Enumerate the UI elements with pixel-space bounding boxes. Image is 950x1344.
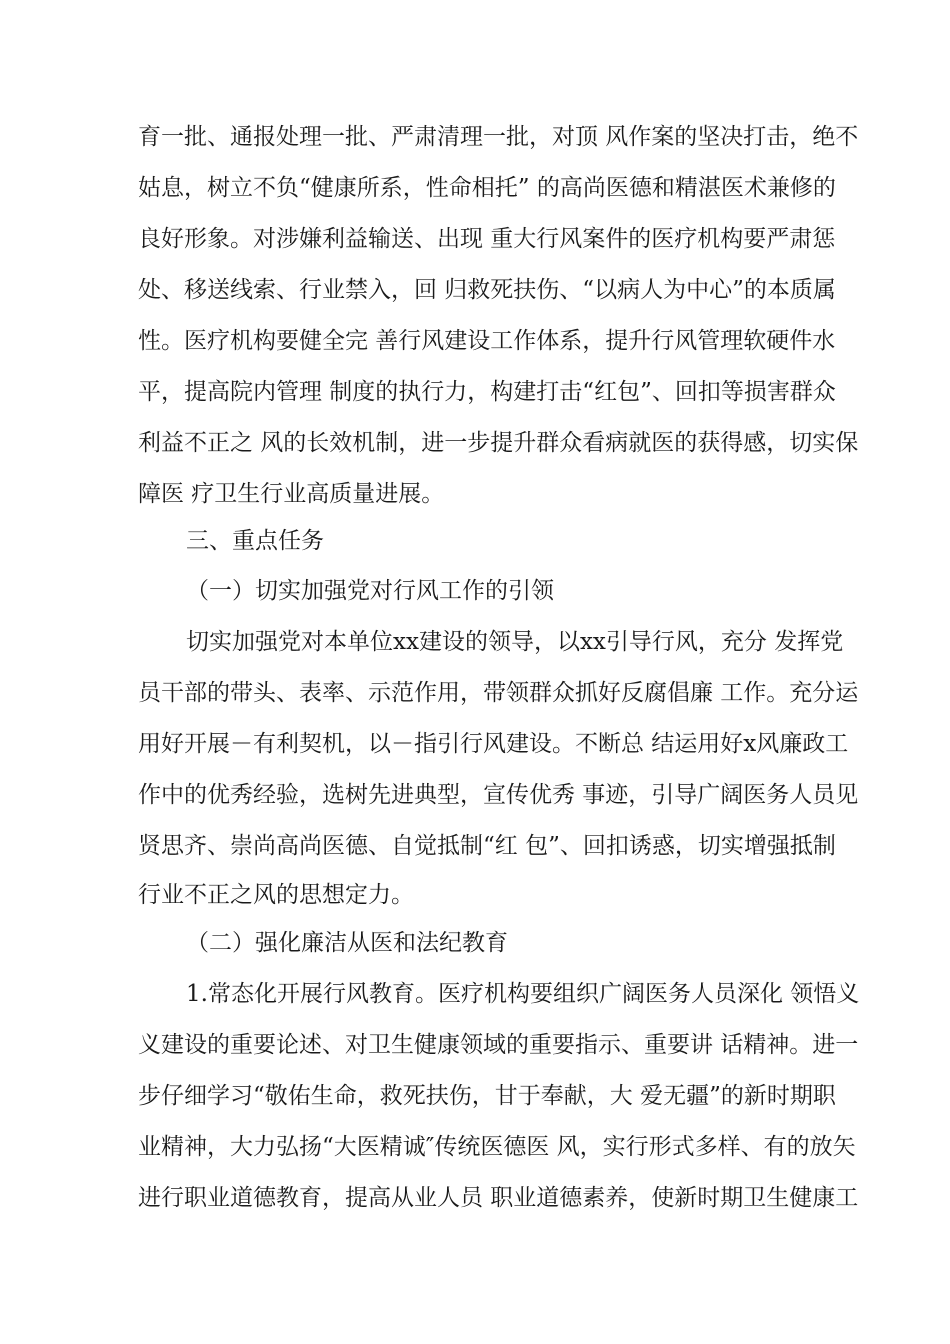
paragraph-line: 平，提高院内管理 制度的执行力，构建打击“红包”、回扣等损害群众	[138, 379, 836, 405]
paragraph-line: 障医 疗卫生行业高质量进展。	[138, 481, 445, 507]
paragraph-line: 良好形象。对涉嫌利益输送、出现 重大行风案件的医疗机构要严肃惩	[138, 226, 836, 252]
paragraph-line: 利益不正之 风的长效机制，进一步提升群众看病就医的获得感，切实保	[138, 430, 859, 456]
paragraph-line: 贤思齐、崇尚高尚医德、自觉抵制“红 包”、回扣诱惑，切实增强抵制	[138, 833, 836, 859]
paragraph-line: 作中的优秀经验，选树先进典型，宣传优秀 事迹，引导广阔医务人员见	[138, 782, 859, 808]
subsection-heading: （一）切实加强党对行风工作的引领	[186, 578, 554, 604]
section-heading: 三、重点任务	[186, 528, 324, 554]
paragraph-line: 员干部的带头、表率、示范作用，带领群众抓好反腐倡廉 工作。充分运	[138, 680, 859, 706]
paragraph-line: 义建设的重要论述、对卫生健康领域的重要指示、重要讲 话精神。进一	[138, 1032, 859, 1058]
paragraph-line: 处、移送线索、行业禁入，回 归救死扶伤、“以病人为中心”的本质属	[138, 277, 836, 303]
paragraph-line: 1.常态化开展行风教育。医疗机构要组织广阔医务人员深化 领悟义	[186, 981, 860, 1007]
paragraph-line: 用好开展－有利契机，以－指引行风建设。不断总 结运用好x风廉政工	[138, 731, 849, 757]
paragraph-line: 行业不正之风的思想定力。	[138, 882, 414, 908]
subsection-heading: （二）强化廉洁从医和法纪教育	[186, 930, 508, 956]
paragraph-line: 育一批、通报处理一批、严肃清理一批，对顶 风作案的坚决打击，绝不	[138, 124, 859, 150]
paragraph-line: 业精神，大力弘扬“大医精诚″传统医德医 风，实行形式多样、有的放矢	[138, 1134, 856, 1160]
paragraph-line: 姑息，树立不负“健康所系，性命相托” 的高尚医德和精湛医术兼修的	[138, 175, 836, 201]
paragraph-line: 性。医疗机构要健全完 善行风建设工作体系，提升行风管理软硬件水	[138, 328, 836, 354]
paragraph-line: 切实加强党对本单位xx建设的领导，以xx引导行风，充分 发挥党	[186, 629, 844, 655]
paragraph-line: 步仔细学习“敬佑生命，救死扶伤，甘于奉献，大 爱无疆”的新时期职	[138, 1083, 836, 1109]
paragraph-line: 进行职业道德教育，提高从业人员 职业道德素养，使新时期卫生健康工	[138, 1185, 859, 1211]
